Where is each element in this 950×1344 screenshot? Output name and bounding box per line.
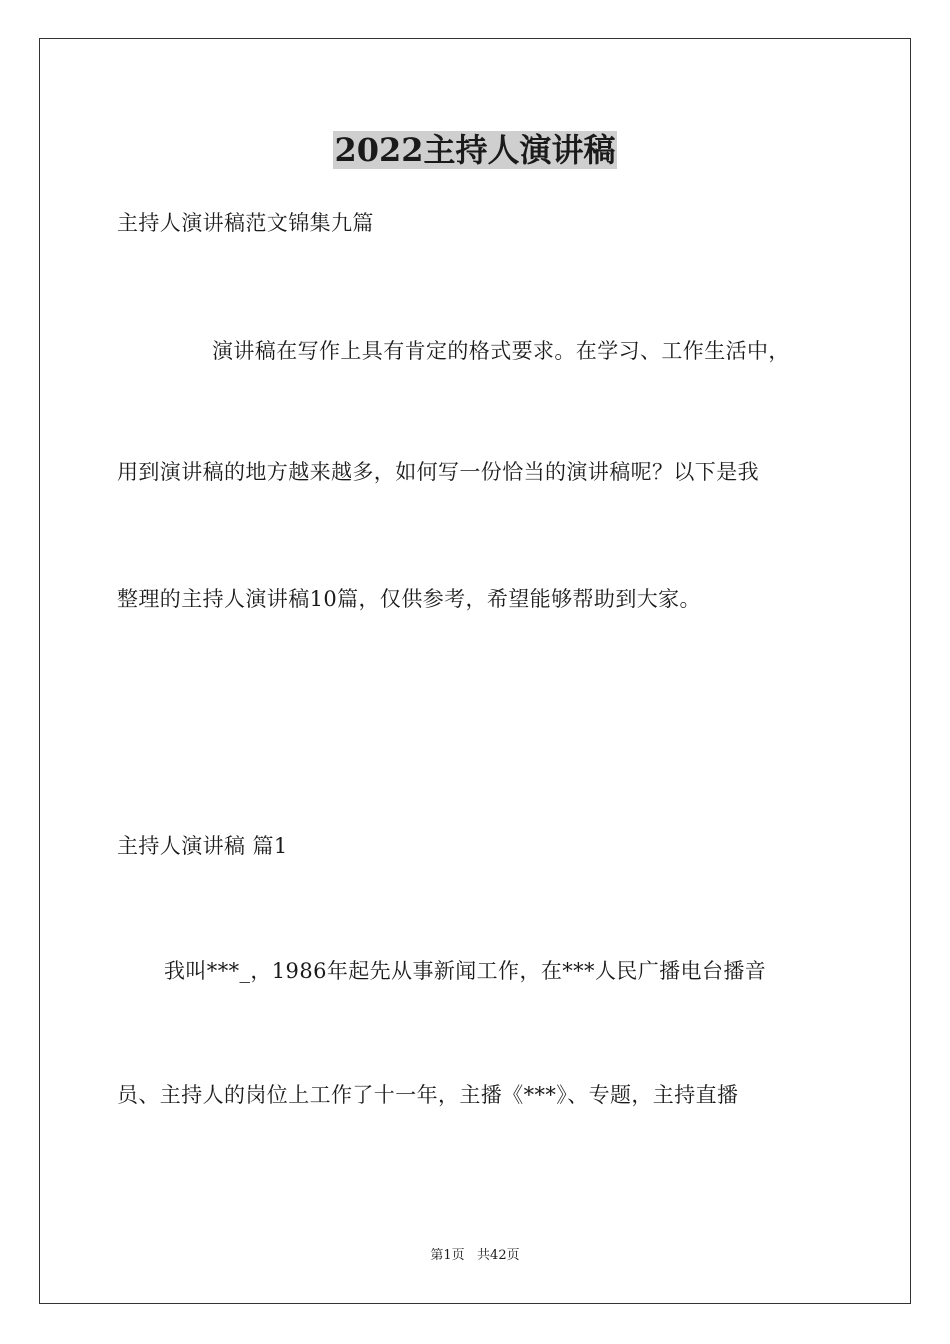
paragraph-1-line-2: 用到演讲稿的地方越来越多，如何写一份恰当的演讲稿呢？以下是我	[117, 460, 759, 484]
paragraph-2-line-1: 我叫***_，1986年起先从事新闻工作，在***人民广播电台播音	[164, 959, 767, 983]
paragraph-1-line-3: 整理的主持人演讲稿10篇，仅供参考，希望能够帮助到大家。	[117, 587, 701, 611]
page-footer: 第1页 共42页	[430, 1248, 520, 1263]
section-heading: 主持人演讲稿 篇1	[117, 834, 288, 858]
document-title	[0, 126, 950, 174]
document-subtitle: 主持人演讲稿范文锦集九篇	[117, 211, 374, 235]
paragraph-1-line-1: 演讲稿在写作上具有肯定的格式要求。在学习、工作生活中，	[212, 339, 790, 363]
paragraph-2-line-2: 员、主持人的岗位上工作了十一年，主播《***》、专题，主持直播	[117, 1083, 739, 1107]
document-title-text: 2022主持人演讲稿	[334, 131, 616, 169]
